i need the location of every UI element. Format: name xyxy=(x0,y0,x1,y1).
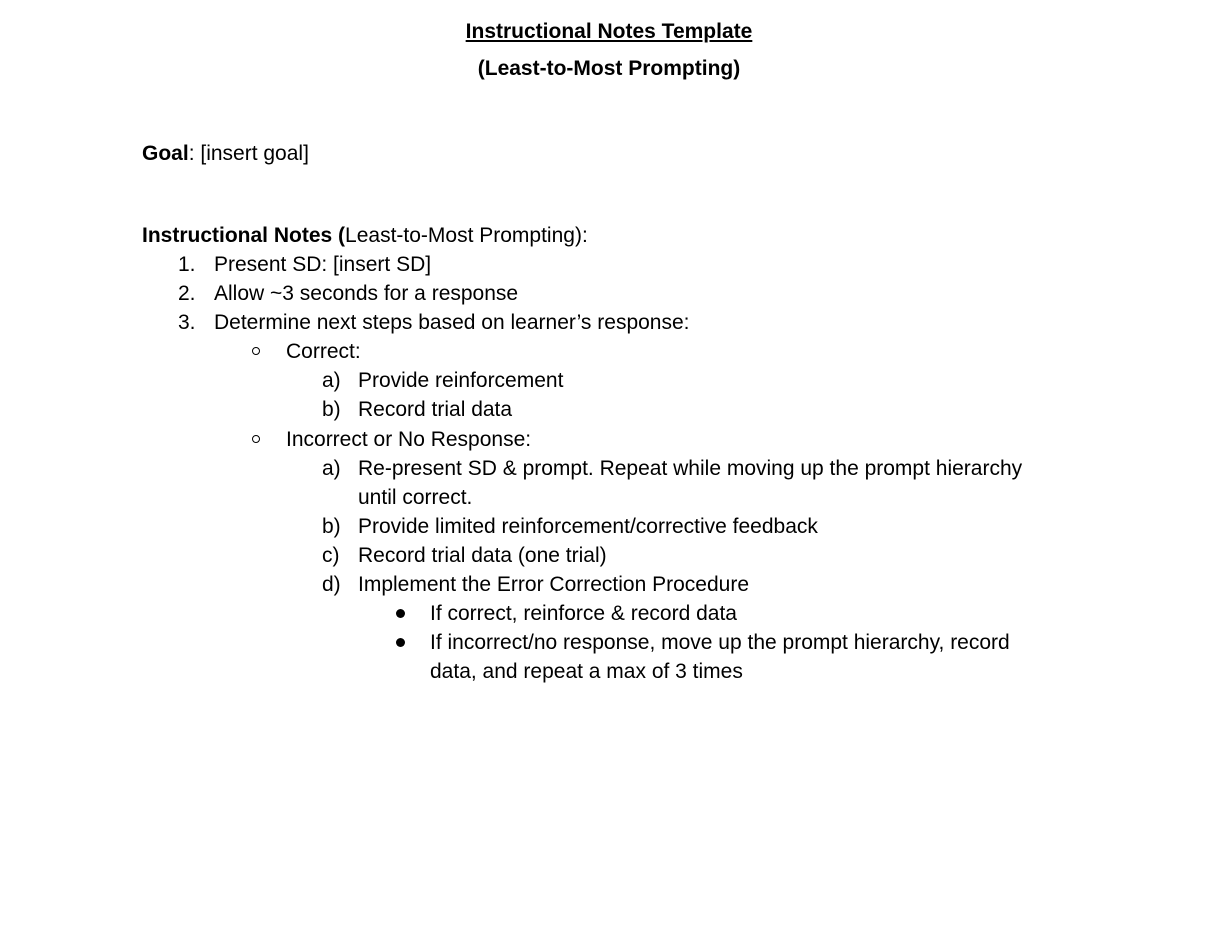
item-text: Re-present SD & prompt. Repeat while moving up the prompt hierarchy xyxy=(358,457,1023,480)
step-text: Determine next steps based on learner’s response: xyxy=(214,311,690,334)
incorrect-label: Incorrect or No Response: xyxy=(286,428,532,451)
goal-line xyxy=(142,139,309,168)
goal-label: Goal xyxy=(142,142,189,165)
document-subtitle: (Least-to-Most Prompting) xyxy=(477,57,741,80)
hollow-bullet-icon xyxy=(252,347,260,355)
item-letter: c) xyxy=(322,544,340,567)
step-number: 1. xyxy=(178,253,196,276)
item-letter: a) xyxy=(322,457,341,480)
goal-text: : [insert goal] xyxy=(188,142,309,165)
document-title: Instructional Notes Template xyxy=(465,20,753,43)
error-correction-text: If correct, reinforce & record data xyxy=(430,602,737,625)
step-number: 3. xyxy=(178,311,196,334)
item-text: Implement the Error Correction Procedure xyxy=(358,573,749,596)
notes-text: Least-to-Most Prompting): xyxy=(345,224,588,247)
item-letter: b) xyxy=(322,515,341,538)
item-text-continuation: until correct. xyxy=(358,486,473,509)
step-text: Allow ~3 seconds for a response xyxy=(214,282,519,305)
notes-heading xyxy=(142,221,588,250)
error-correction-text: If incorrect/no response, move up the prompt hierarchy, record xyxy=(430,631,1010,654)
item-text: Provide reinforcement xyxy=(358,369,564,392)
item-letter: a) xyxy=(322,369,341,392)
correct-label: Correct: xyxy=(286,340,361,363)
item-letter: b) xyxy=(322,398,341,421)
hollow-bullet-icon xyxy=(252,435,260,443)
notes-label: Instructional Notes ( xyxy=(142,224,346,247)
error-correction-continuation: data, and repeat a max of 3 times xyxy=(430,660,743,683)
item-text: Record trial data (one trial) xyxy=(358,544,607,567)
solid-bullet-icon xyxy=(396,609,405,618)
item-text: Record trial data xyxy=(358,398,513,421)
step-number: 2. xyxy=(178,282,196,305)
item-letter: d) xyxy=(322,573,341,596)
item-text: Provide limited reinforcement/corrective feedback xyxy=(358,515,818,538)
step-text: Present SD: [insert SD] xyxy=(214,253,432,276)
solid-bullet-icon xyxy=(396,638,405,647)
